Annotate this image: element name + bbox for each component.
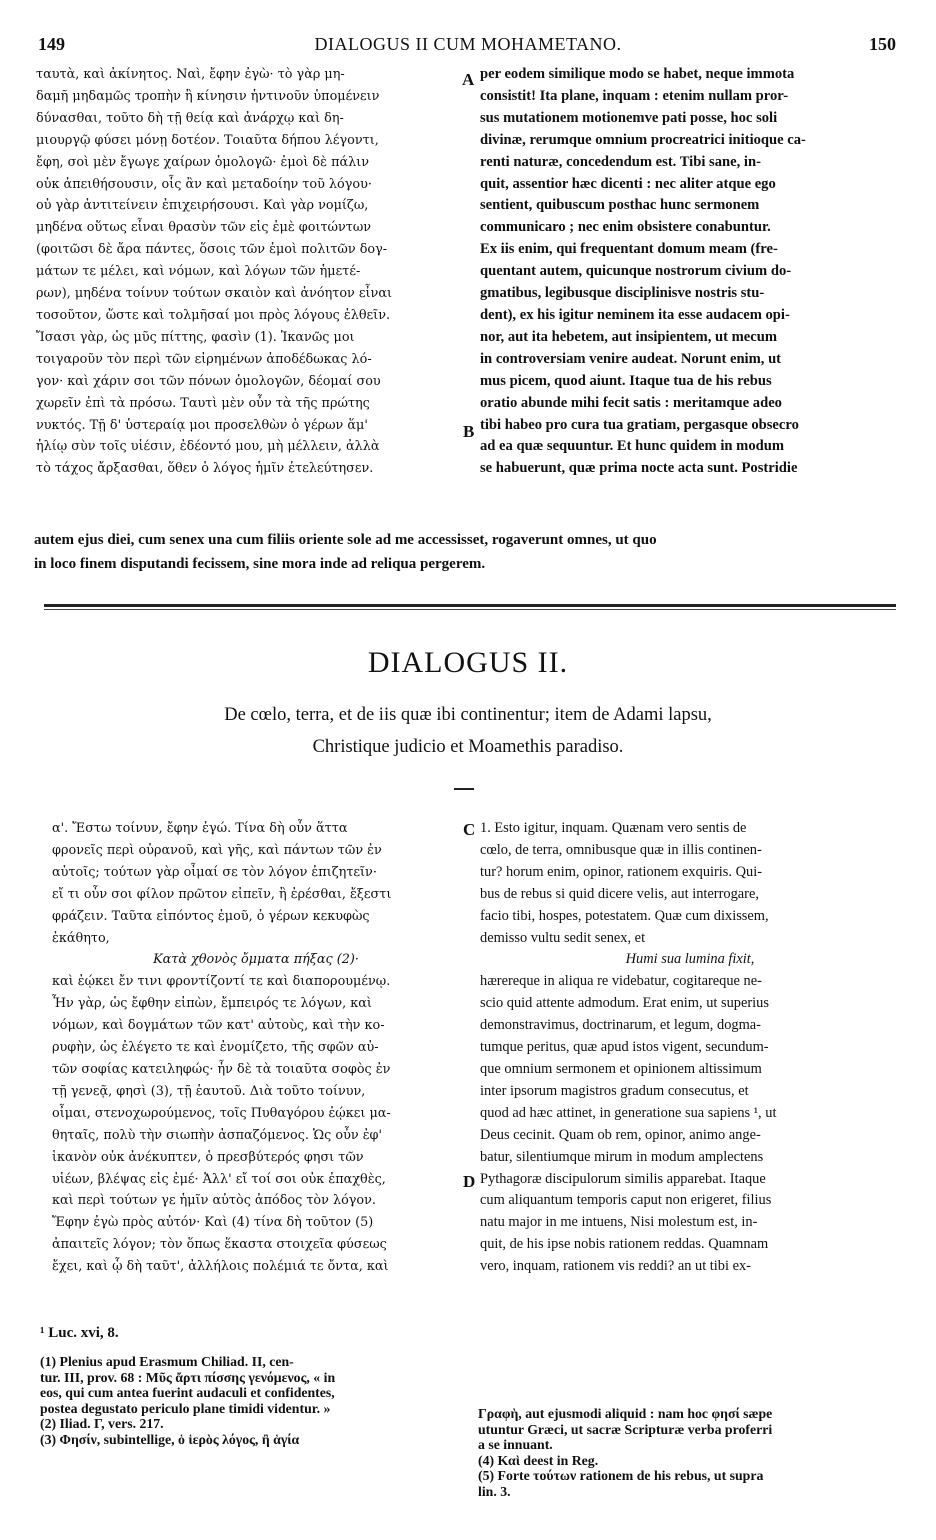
top-greek-column bbox=[36, 64, 458, 480]
text-line: se habuerunt, quæ prima nocte acta sunt. Postridie bbox=[480, 460, 798, 477]
text-line: tur. III, prov. 68 : Μῦς ἄρτι πίσσης γενόμενος, « in bbox=[40, 1369, 336, 1385]
text-line: αὐτοῖς; τούτων γὰρ οἶμαί σε τὸν λόγον ἐπιζητεῖν· bbox=[52, 864, 377, 880]
text-line: vero, inquam, rationem vis reddi? an ut tibi ex- bbox=[480, 1258, 751, 1275]
text-line: τῇ γενεᾷ, φησὶ (3), τῇ ἑαυτοῦ. Διὰ τοῦτο τοίνυν, bbox=[52, 1083, 366, 1099]
text-line: (3) Φησίν, subintellige, ὁ ἱερὸς λόγος, ἢ ἁγία bbox=[40, 1431, 300, 1447]
text-line: que omnium sermonem et opinionem altissimum bbox=[480, 1060, 762, 1077]
margin-marker-d: D bbox=[463, 1172, 476, 1191]
scripture-footnote: ¹ Luc. xvi, 8. bbox=[40, 1325, 119, 1341]
text-line: Ex iis enim, qui frequentant domum meam (fre- bbox=[480, 241, 778, 258]
text-line: ad ea quæ sequuntur. Et hunc quidem in modum bbox=[480, 438, 785, 455]
text-line: quit, assentior hæc dicenti : nec aliter atque ego bbox=[480, 175, 776, 192]
text-line: quod ad hæc attinet, in generatione sua sapiens ¹, ut bbox=[480, 1104, 777, 1121]
text-line: νυκτός. Τῇ δ' ὑστεραίᾳ μοι προσελθὼν ὁ γέρων ἅμ' bbox=[36, 417, 368, 433]
footnotes-right bbox=[478, 1406, 898, 1499]
text-line: (4) Καὶ deest in Reg. bbox=[478, 1452, 599, 1468]
text-line: ταυτὰ, καὶ ἀκίνητος. Ναὶ, ἔφην ἐγὼ· τὸ γὰρ μη- bbox=[36, 67, 345, 82]
text-line: batur, silentiumque mirum in modum amplectens bbox=[480, 1148, 764, 1165]
text-line: eos, qui cum antea fuerint audaculi et confidentes, bbox=[40, 1385, 335, 1400]
text-line: μάτων τε μέλει, καὶ νόμων, καὶ λόγων τῶν ἡμετέ- bbox=[36, 264, 361, 280]
text-line: hærereque in aliqua re videbatur, cogitareque ne- bbox=[480, 973, 762, 990]
top-full-line-2: in loco finem disputandi fecissem, sine mora inde ad reliqua pergerem. bbox=[34, 556, 486, 572]
text-line: υἱέων, βλέψας εἰς ἐμέ· Ἀλλ' εἴ τοί σοι οὐκ ἐπαχθὲς, bbox=[52, 1171, 386, 1187]
text-line: dent), ex his igitur neminem ita esse audacem opi- bbox=[480, 306, 790, 323]
text-line: καὶ περὶ τούτων γε ἡμῖν αὐτὸς ἀπόδος τὸν λόγον. bbox=[52, 1193, 376, 1209]
text-line: Humi sua lumina fixit, bbox=[625, 951, 755, 968]
text-line: Κατὰ χθονὸς ὄμματα πήξας (2)· bbox=[153, 952, 359, 968]
text-line: Ἴσασι γὰρ, ὡς μῦς πίττης, φασὶν (1). Ἱκανῶς μοι bbox=[36, 329, 355, 345]
page-number-right: 150 bbox=[869, 34, 896, 54]
text-line: demisso vultu sedit senex, et bbox=[480, 929, 646, 946]
text-line: tur? horum enim, opinor, rationem exquiris. Qui- bbox=[480, 863, 762, 880]
bottom-latin-column bbox=[480, 818, 900, 1278]
text-line: Ἦν γὰρ, ὡς ἔφθην εἰπὼν, ἔμπειρός τε λόγων, καὶ bbox=[52, 996, 372, 1012]
text-line: (2) Iliad. Γ, vers. 217. bbox=[40, 1416, 164, 1431]
section-rule-thin bbox=[44, 609, 896, 610]
text-line: cum aliquantum temporis caput non erigeret, filius bbox=[480, 1192, 772, 1209]
text-line: tibi habeo pro cura tua gratiam, pergasque obsecro bbox=[480, 416, 799, 433]
text-line: sus mutationem motionemve pati posse, hoc soli bbox=[480, 109, 778, 126]
margin-marker-a: A bbox=[462, 70, 475, 89]
dialogue-subtitle-2: Christique judicio et Moamethis paradiso. bbox=[312, 737, 624, 757]
text-line: (φοιτῶσι δὲ ἄρα πάντες, ὅσοις τῶν ἐμοὶ πολιτῶν δογ- bbox=[36, 242, 388, 258]
text-line: mus picem, quod aiunt. Itaque tua de his rebus bbox=[480, 372, 772, 389]
text-line: per eodem similique modo se habet, neque immota bbox=[480, 66, 795, 82]
text-line: inter ipsorum magistros gradum consecutus, et bbox=[480, 1082, 749, 1099]
bottom-greek-column bbox=[52, 818, 460, 1278]
running-header bbox=[30, 34, 906, 58]
text-line: οὐ γὰρ ἀντιτείνειν ἐπιχειρήσουσι. Καὶ γὰρ νομίζω, bbox=[36, 198, 369, 214]
text-line: τὸ τάχος ἄρξασθαι, ὅθεν ὁ λόγος ἡμῖν ἐτελεύτησεν. bbox=[36, 461, 374, 477]
text-line: δύνασθαι, τοῦτο δὴ τῇ θείᾳ καὶ ἀνάρχῳ καὶ δη- bbox=[36, 110, 344, 126]
dialogue-title: DIALOGUS II. bbox=[367, 646, 569, 679]
text-line: φράζειν. Ταῦτα εἰπόντος ἐμοῦ, ὁ γέρων κεκυφὼς bbox=[52, 908, 370, 924]
page-number-left: 149 bbox=[38, 34, 65, 54]
text-line: utuntur Græci, ut sacræ Scripturæ verba proferri bbox=[478, 1421, 773, 1437]
text-line: ἐκάθητο, bbox=[52, 930, 110, 946]
text-line: ἀπαιτεῖς λόγον; τὸν ὅπως ἕκαστα στοιχεῖα φύσεως bbox=[52, 1237, 387, 1253]
running-title: DIALOGUS II CUM MOHAMETANO. bbox=[314, 34, 622, 54]
title-dash bbox=[454, 788, 474, 790]
footnotes-left bbox=[40, 1354, 460, 1447]
text-line: θηταῖς, πολὺ τὴν σιωπὴν ἀσπαζόμενος. Ὡς οὖν ἐφ' bbox=[52, 1127, 383, 1143]
text-line: facio tibi, hospes, potestatem. Quæ cum dixissem, bbox=[480, 907, 769, 924]
text-line: natu major in me intuens, Nisi molestum est, in- bbox=[480, 1214, 758, 1231]
text-line: scio quid attente admodum. Erat enim, ut superius bbox=[480, 995, 769, 1012]
text-line: ἔχει, καὶ ᾧ δὴ ταῦτ', ἀλλήλοις πολέμιά τε ὄντα, καὶ bbox=[52, 1259, 389, 1275]
text-line: a se innuant. bbox=[478, 1437, 553, 1452]
text-line: δαμῆ μηδαμῶς τροπὴν ἢ κίνησιν ἡντινοῦν ὑπομένειν bbox=[36, 88, 380, 104]
text-line: lin. 3. bbox=[478, 1483, 511, 1499]
text-line: εἴ τι οὖν σοι φίλον πρῶτον εἰπεῖν, ἢ ἐρέσθαι, ἔξεστι bbox=[52, 886, 392, 902]
text-line: τῶν σοφίας κατειληφώς· ἦν δὲ τὰ τοιαῦτα σοφὸς ἐν bbox=[52, 1061, 391, 1077]
margin-marker-b: B bbox=[463, 422, 475, 441]
text-line: quit, de his ipse nobis rationem reddas. Quamnam bbox=[480, 1236, 769, 1253]
margin-marker-c: C bbox=[463, 820, 476, 839]
section-rule bbox=[44, 604, 896, 607]
text-line: μηδένα οὕτως εἶναι θρασὺν τῶν εἰς ἐμὲ φοιτώντων bbox=[36, 220, 372, 236]
text-line: 1. Esto igitur, inquam. Quænam vero sentis de bbox=[480, 820, 747, 836]
text-line: (5) Forte τούτων rationem de his rebus, ut supra bbox=[478, 1468, 764, 1483]
text-line: χωρεῖν ἐπὶ τὰ πρόσω. Ταυτὶ μὲν οὖν τὰ τῆς πρώτης bbox=[36, 395, 370, 411]
text-line: α'. Ἔστω τοίνυν, ἔφην ἐγώ. Τίνα δὴ οὖν ἅττα bbox=[52, 821, 348, 836]
text-line: τοιγαροῦν τὸν περὶ τῶν εἰρημένων ἀποδέδωκας λό- bbox=[36, 351, 372, 367]
text-line: demonstravimus, doctrinarum, et legum, dogma- bbox=[480, 1017, 761, 1034]
text-line: μιουργῷ φύσει μόνῃ δοτέον. Τοιαῦτα δήπου λέγοντι, bbox=[36, 132, 379, 148]
text-line: tumque peritus, quæ apud istos vigent, secundum- bbox=[480, 1039, 769, 1056]
text-line: οὐκ ἀπειθήσουσιν, οἷς ἂν καὶ μεταδοίην τοῦ λόγου· bbox=[36, 176, 372, 192]
text-line: (1) Plenius apud Erasmum Chiliad. II, cen- bbox=[40, 1354, 294, 1369]
text-line: quentant autem, quicunque nostrorum civium do- bbox=[480, 263, 792, 280]
text-line: oratio abunde mihi fecit satis : meritamque adeo bbox=[480, 394, 782, 411]
text-line: Pythagoræ discipulorum similis apparebat. Itaque bbox=[480, 1170, 766, 1187]
text-line: postea degustato periculo plane timidi videntur. » bbox=[40, 1400, 331, 1416]
text-line: consistit! Ita plane, inquam : etenim nullam pror- bbox=[480, 87, 789, 104]
text-line: Deus cecinit. Quam ob rem, opinor, animo ange- bbox=[480, 1126, 761, 1143]
text-line: ρυφὴν, ὡς ἐλέγετο τε καὶ ἐνομίζετο, τῆς σφῶν αὐ- bbox=[52, 1040, 379, 1056]
text-line: bus de rebus si quid dicere velis, aut interrogare, bbox=[480, 885, 759, 902]
text-line: divinæ, rerumque omnium procreatrici initioque ca- bbox=[480, 131, 806, 148]
top-full-line-1: autem ejus diei, cum senex una cum filiis oriente sole ad me accessisset, rogaverunt omnes, ut quo bbox=[34, 532, 657, 548]
text-line: τοσοῦτον, ὥστε καὶ τολμῆσαί μοι πρὸς λόγους ἐλθεῖν. bbox=[36, 307, 391, 323]
text-line: sentient, quibuscum posthac hunc sermonem bbox=[480, 197, 760, 214]
text-line: φρονεῖς περὶ οὐρανοῦ, καὶ γῆς, καὶ πάντων τῶν ἐν bbox=[52, 842, 382, 858]
text-line: καὶ ἐῴκει ἔν τινι φροντίζοντί τε καὶ διαπορουμένῳ. bbox=[52, 974, 391, 990]
text-line: οἶμαι, στενοχωρούμενος, τοῖς Πυθαγόρου ἐῴκει μα- bbox=[52, 1105, 391, 1121]
text-line: nor, aut ita hebetem, aut insipientem, ut mecum bbox=[480, 328, 777, 345]
text-line: in controversiam venire audeat. Norunt enim, ut bbox=[480, 350, 782, 367]
text-line: cœlo, de terra, omnibusque quæ in illis continen- bbox=[480, 841, 762, 858]
text-line: ἔφη, σοὶ μὲν ἔγωγε χαίρων ὁμολογῶ· ἐμοὶ δὲ πάλιν bbox=[36, 154, 370, 170]
text-line: communicaro ; nec enim obsistere conabuntur. bbox=[480, 219, 771, 236]
text-line: ἡλίῳ σὺν τοῖς υἱέσιν, ἐδέοντό μου, μὴ μέλλειν, ἀλλὰ bbox=[36, 439, 380, 455]
text-line: ρων), μηδένα τοίνυν τούτων σκαιὸν καὶ ἀνόητον εἶναι bbox=[36, 286, 392, 302]
text-line: Γραφὴ, aut ejusmodi aliquid : nam hoc φησί sæpe bbox=[478, 1406, 773, 1421]
top-latin-column bbox=[480, 64, 900, 480]
text-line: renti naturæ, concedendum est. Tibi sane, in- bbox=[480, 153, 761, 170]
text-line: ἱκανὸν οὐκ ἀνέκυπτεν, ὁ πρεσβύτερός φησι τῶν bbox=[52, 1149, 364, 1165]
dialogue-subtitle-1: De cœlo, terra, et de iis quæ ibi continentur; item de Adami lapsu, bbox=[224, 705, 712, 725]
text-line: Ἔφην ἐγὼ πρὸς αὐτόν· Καὶ (4) τίνα δὴ τοῦτον (5) bbox=[52, 1215, 374, 1231]
text-line: νόμων, καὶ δογμάτων τῶν κατ' αὐτοὺς, καὶ τὴν κο- bbox=[52, 1018, 385, 1034]
text-line: γον· καὶ χάριν σοι τῶν πόνων ὁμολογῶν, δέομαί σου bbox=[36, 373, 381, 389]
text-line: gmatibus, legibusque disciplinisve nostris stu- bbox=[480, 285, 765, 302]
